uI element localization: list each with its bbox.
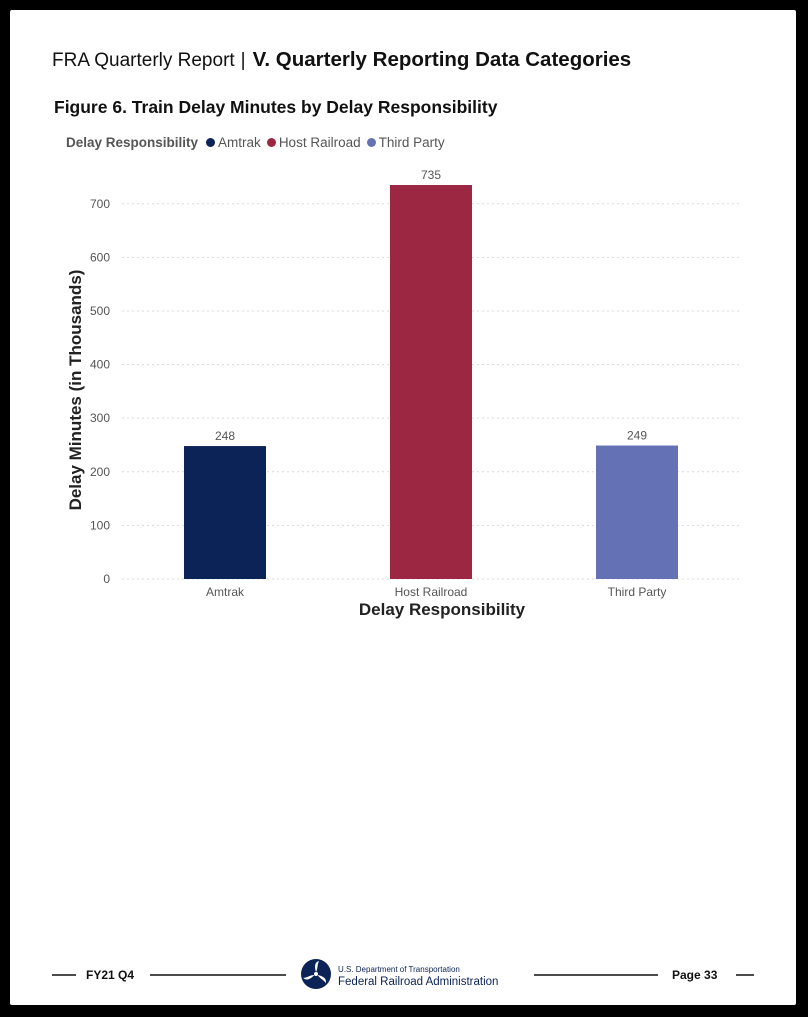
y-tick-label: 300 <box>89 411 110 426</box>
data-label: 248 <box>214 429 236 444</box>
bar-third-party <box>596 446 678 579</box>
y-tick-label: 400 <box>89 357 110 372</box>
bar-chart <box>10 10 796 650</box>
data-label: 735 <box>420 168 442 182</box>
x-tick-label: Amtrak <box>205 585 245 599</box>
x-axis-title: Delay Responsibility <box>358 600 526 619</box>
header-separator: | <box>240 50 246 71</box>
data-label: 249 <box>626 428 648 443</box>
bar-amtrak <box>184 446 266 579</box>
footer-period: FY21 Q4 <box>86 968 135 982</box>
footer-page-number: Page 33 <box>672 968 718 982</box>
legend-label-third-party: Third Party <box>378 135 445 150</box>
legend-label-amtrak: Amtrak <box>218 135 261 150</box>
footer-agency: Federal Railroad Administration <box>338 976 499 988</box>
dot-logo-icon <box>301 959 331 989</box>
y-tick-label: 100 <box>89 518 110 533</box>
x-tick-label: Host Railroad <box>394 585 468 599</box>
x-tick-label: Third Party <box>607 585 667 599</box>
report-name: FRA Quarterly Report <box>52 50 235 71</box>
page-footer <box>10 950 796 1010</box>
section-title: V. Quarterly Reporting Data Categories <box>252 48 632 71</box>
report-page <box>10 10 796 1005</box>
y-tick-label: 200 <box>89 464 110 479</box>
bar-host-railroad <box>390 185 472 579</box>
y-tick-label: 0 <box>103 572 110 586</box>
y-axis-title: Delay Minutes (in Thousands) <box>66 269 85 511</box>
y-tick-label: 600 <box>89 250 110 265</box>
figure-title: Figure 6. Train Delay Minutes by Delay Responsibility <box>54 97 498 117</box>
legend-label-host-railroad: Host Railroad <box>278 135 361 150</box>
y-tick-label: 700 <box>89 196 110 211</box>
y-tick-label: 500 <box>89 303 110 318</box>
footer-dept: U.S. Department of Transportation <box>338 965 460 974</box>
legend-title: Delay Responsibility <box>66 135 199 150</box>
